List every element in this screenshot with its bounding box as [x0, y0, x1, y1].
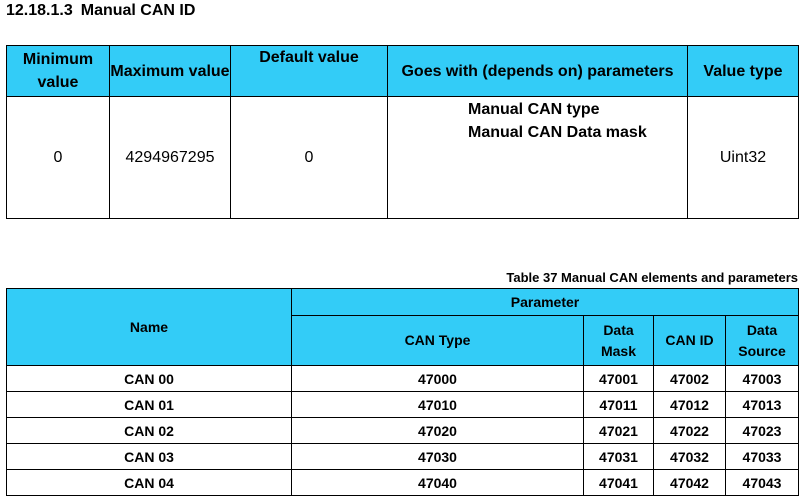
table-row	[7, 392, 799, 418]
header-parameter: Parameter	[292, 289, 799, 316]
parameter-table	[6, 45, 799, 219]
row-can-type: 47030	[292, 444, 584, 470]
depends-on-list	[388, 98, 687, 144]
header-default-value: Default value	[231, 46, 388, 97]
header-depends-on: Goes with (depends on) parameters	[388, 46, 688, 97]
header-minimum-value: Minimum value	[7, 46, 110, 97]
row-data-source: 47033	[726, 444, 799, 470]
maximum-value: 4294967295	[110, 97, 231, 219]
header-data-source: Data Source	[726, 316, 799, 366]
depends-on-item: Manual CAN type	[468, 101, 600, 118]
row-data-mask: 47021	[584, 418, 654, 444]
default-value: 0	[231, 97, 388, 219]
row-data-mask: 47041	[584, 470, 654, 496]
table-row	[7, 366, 799, 392]
row-data-mask: 47001	[584, 366, 654, 392]
row-can-id: 47002	[654, 366, 726, 392]
minimum-value: 0	[7, 97, 110, 219]
section-heading	[6, 0, 195, 24]
row-data-source: 47003	[726, 366, 799, 392]
row-can-type: 47010	[292, 392, 584, 418]
row-can-type: 47000	[292, 366, 584, 392]
parameter-table-header-row	[7, 46, 799, 97]
row-can-id: 47032	[654, 444, 726, 470]
row-name: CAN 00	[7, 366, 292, 392]
table-row	[7, 444, 799, 470]
section-number: 12.18.1.3	[6, 2, 73, 19]
header-can-type: CAN Type	[292, 316, 584, 366]
row-data-source: 47043	[726, 470, 799, 496]
table-caption: Table 37 Manual CAN elements and parameters	[506, 270, 798, 285]
depends-on-list-cell	[388, 97, 688, 219]
header-name: Name	[7, 289, 292, 366]
row-data-source: 47013	[726, 392, 799, 418]
header-maximum-value: Maximum value	[110, 46, 231, 97]
row-can-id: 47042	[654, 470, 726, 496]
table-row	[7, 470, 799, 496]
row-can-id: 47012	[654, 392, 726, 418]
value-type: Uint32	[688, 97, 799, 219]
row-name: CAN 02	[7, 418, 292, 444]
row-data-mask: 47031	[584, 444, 654, 470]
header-value-type: Value type	[688, 46, 799, 97]
row-data-source: 47023	[726, 418, 799, 444]
header-can-id: CAN ID	[654, 316, 726, 366]
row-can-type: 47040	[292, 470, 584, 496]
row-data-mask: 47011	[584, 392, 654, 418]
table-row	[7, 418, 799, 444]
parameter-table-row	[7, 97, 799, 219]
header-data-mask: Data Mask	[584, 316, 654, 366]
elements-table	[6, 288, 799, 496]
row-name: CAN 01	[7, 392, 292, 418]
row-name: CAN 04	[7, 470, 292, 496]
row-can-type: 47020	[292, 418, 584, 444]
elements-header-row	[7, 289, 799, 316]
section-title: Manual CAN ID	[80, 2, 196, 19]
depends-on-item: Manual CAN Data mask	[468, 124, 647, 141]
row-can-id: 47022	[654, 418, 726, 444]
row-name: CAN 03	[7, 444, 292, 470]
